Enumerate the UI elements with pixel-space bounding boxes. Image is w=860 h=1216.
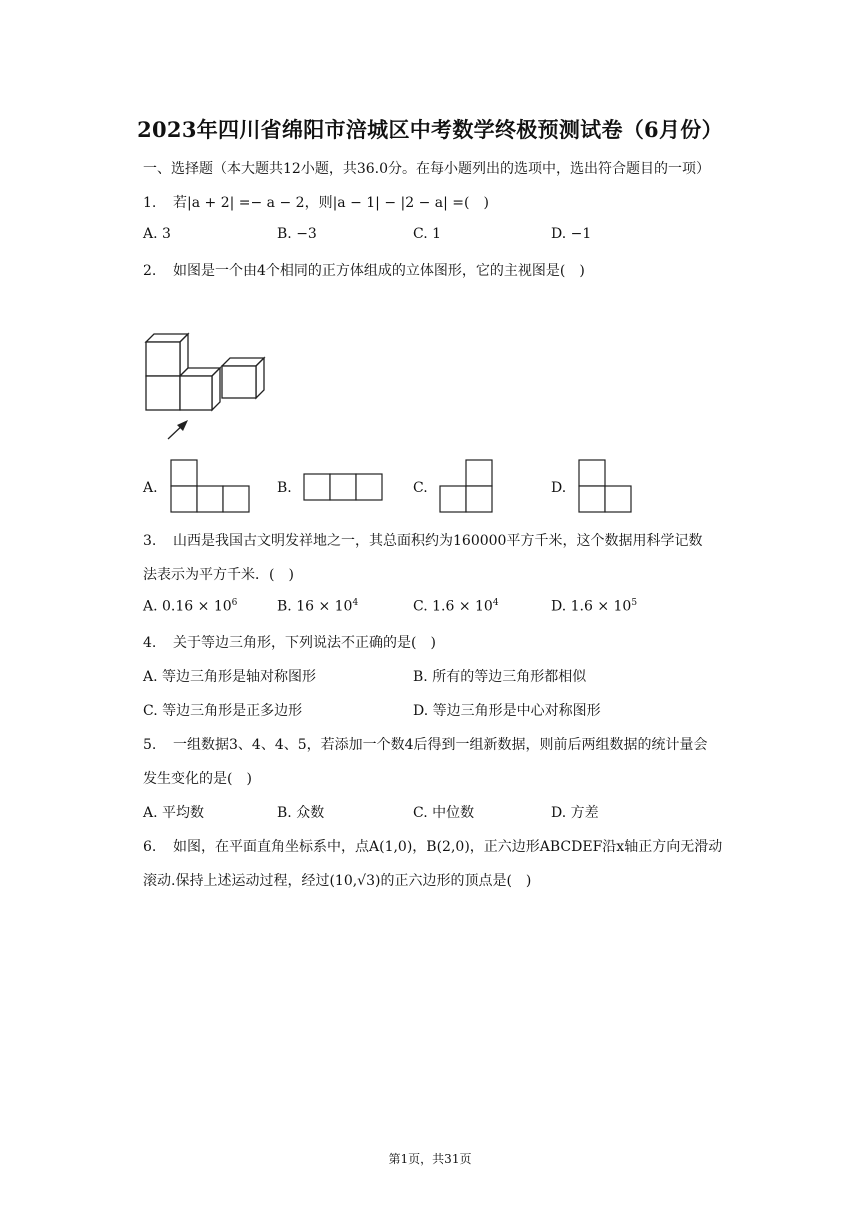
q4-option-a: A. 等边三角形是轴对称图形 <box>143 669 317 685</box>
q4-option-b: B. 所有的等边三角形都相似 <box>413 669 587 685</box>
section-heading: 一、选择题（本大题共12小题，共36.0分。在每小题列出的选项中，选出符合题目的一项） <box>143 161 710 177</box>
q1-option-c: C. 1 <box>413 226 442 242</box>
q2-option-d: D. <box>551 480 567 496</box>
question-number: 1. <box>143 195 157 211</box>
question-1 <box>143 192 489 212</box>
q1-option-d: D. −1 <box>551 226 592 242</box>
q1-option-a: A. 3 <box>143 226 171 242</box>
option-b-figure <box>303 473 385 503</box>
q2-option-a: A. <box>143 480 158 496</box>
question-6 <box>143 836 722 856</box>
exponent: 6 <box>231 598 238 608</box>
question-number: 5. <box>143 737 157 753</box>
q5-option-d: D. 方差 <box>551 805 599 821</box>
cube-figure <box>140 328 280 448</box>
question-number: 2. <box>143 263 157 279</box>
q3-option-d <box>551 598 637 615</box>
question-stem-line1: 一组数据3、4、4、5，若添加一个数4后得到一组新数据，则前后两组数据的统计量会 <box>173 737 708 753</box>
question-3-line2: 法表示为平方千米．( ) <box>143 567 294 583</box>
option-c-figure <box>439 459 495 515</box>
q2-option-b: B. <box>277 480 292 496</box>
question-6-line2: 滚动.保持上述运动过程，经过(10,√3)的正六边形的顶点是( ) <box>143 873 532 889</box>
exponent: 5 <box>631 598 638 608</box>
option-d-figure <box>578 459 634 515</box>
question-stem-line1: 如图，在平面直角坐标系中，点A(1,0)，B(2,0)，正六边形ABCDEF沿x轴正方向无滑动 <box>173 839 723 855</box>
q3-option-a <box>143 598 237 615</box>
question-5 <box>143 734 708 754</box>
option-a-figure <box>170 459 252 515</box>
option-text: A. 0.16 × 10 <box>143 598 232 615</box>
question-4 <box>143 632 436 652</box>
question-2 <box>143 260 585 280</box>
question-5-line2: 发生变化的是( ) <box>143 771 252 787</box>
question-number: 6. <box>143 839 157 855</box>
question-stem: 关于等边三角形，下列说法不正确的是( ) <box>173 635 436 651</box>
q4-option-d: D. 等边三角形是中心对称图形 <box>413 703 601 719</box>
q2-option-c: C. <box>413 480 428 496</box>
q3-option-b <box>277 598 358 615</box>
question-stem: 如图是一个由4个相同的正方体组成的立体图形，它的主视图是( ) <box>173 263 585 279</box>
q5-option-c: C. 中位数 <box>413 805 475 821</box>
q1-option-b: B. −3 <box>277 226 317 242</box>
exponent: 4 <box>352 598 359 608</box>
question-number: 3. <box>143 533 157 549</box>
option-text: D. 1.6 × 10 <box>551 598 632 615</box>
q5-option-b: B. 众数 <box>277 805 325 821</box>
question-stem-line1: 山西是我国古文明发祥地之一，其总面积约为160000平方千米，这个数据用科学记数 <box>173 533 703 549</box>
question-number: 4. <box>143 635 157 651</box>
page-footer: 第1页，共31页 <box>388 1152 472 1166</box>
question-stem: 若|a + 2| =− a − 2，则|a − 1| − |2 − a| =( ) <box>173 195 489 211</box>
question-3 <box>143 530 702 550</box>
option-text: C. 1.6 × 10 <box>413 598 493 615</box>
q4-option-c: C. 等边三角形是正多边形 <box>143 703 303 719</box>
page-title: 2023年四川省绵阳市涪城区中考数学终极预测试卷（6月份） <box>137 117 723 142</box>
exponent: 4 <box>492 598 499 608</box>
q3-option-c <box>413 598 499 615</box>
option-text: B. 16 × 10 <box>277 598 353 615</box>
q5-option-a: A. 平均数 <box>143 805 205 821</box>
